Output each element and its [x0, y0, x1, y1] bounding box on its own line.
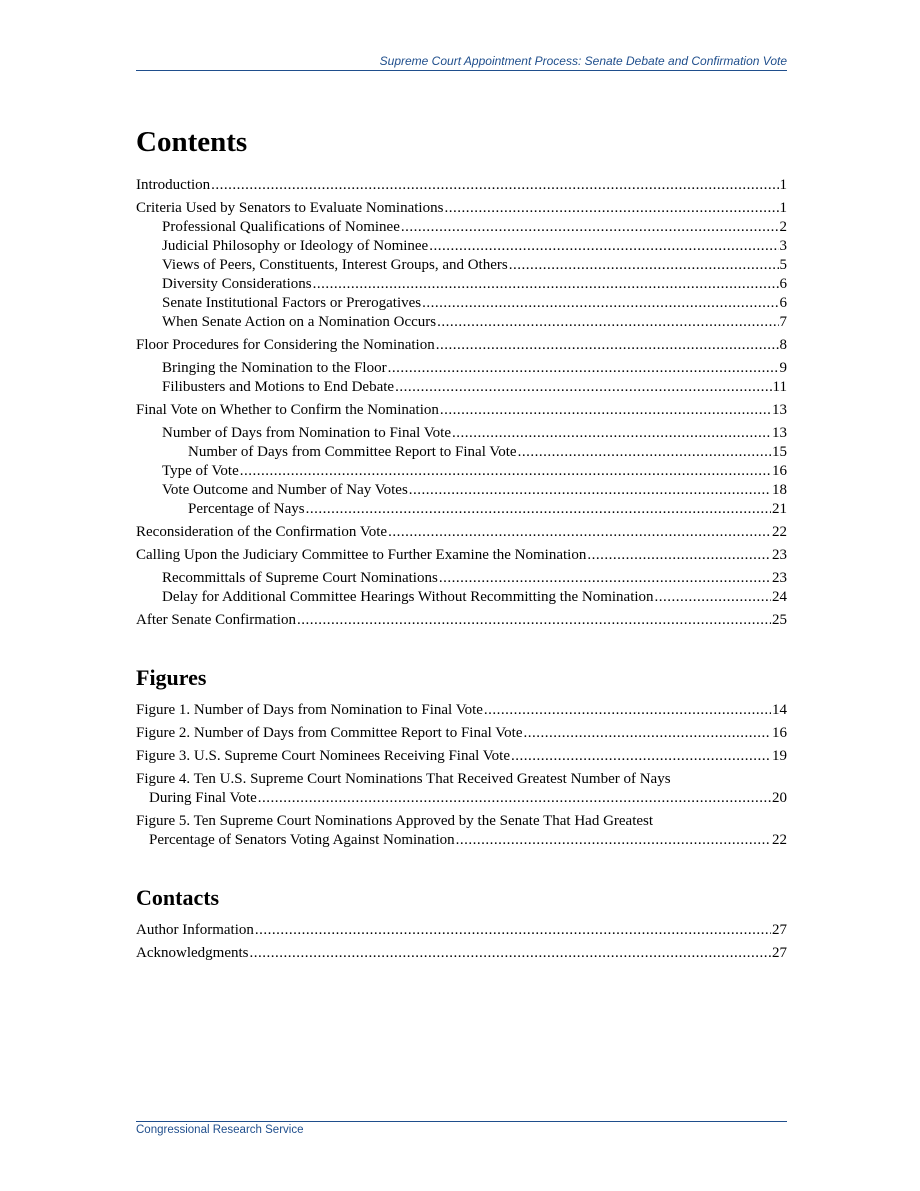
- contacts-section: [136, 884, 787, 963]
- toc-entry-philosophy[interactable]: Judicial Philosophy or Ideology of Nominee ..... 3: [136, 237, 787, 256]
- figure-entry-1[interactable]: Figure 1. Number of Days from Nomination to Final Vote ..... 14: [136, 701, 787, 720]
- footer-org: Congressional Research Service: [136, 1124, 304, 1136]
- contact-entry-acknowledgments[interactable]: Acknowledgments ..... 27: [136, 944, 787, 963]
- toc-entry-introduction[interactable]: Introduction ..... 1: [136, 176, 787, 195]
- contact-entry-author[interactable]: Author Information ..... 27: [136, 921, 787, 940]
- contents-heading: Contents: [136, 126, 248, 158]
- toc-entry-calling-upon[interactable]: Calling Upon the Judiciary Committee to Further Examine the Nomination ..... 23: [136, 546, 787, 565]
- toc-entry-timing[interactable]: When Senate Action on a Nomination Occurs ..... 7: [136, 313, 787, 332]
- toc-entry-reconsideration[interactable]: Reconsideration of the Confirmation Vote ..... 22: [136, 523, 787, 542]
- toc-entry-percentage-nays[interactable]: Percentage of Nays ..... 21: [136, 500, 787, 519]
- toc-entry-institutional[interactable]: Senate Institutional Factors or Prerogatives ..... 6: [136, 294, 787, 313]
- toc-entry-diversity[interactable]: Diversity Considerations ..... 6: [136, 275, 787, 294]
- contacts-list: [136, 921, 787, 963]
- page-footer: [136, 1121, 787, 1136]
- toc-entry-filibusters[interactable]: Filibusters and Motions to End Debate ..... 11: [136, 378, 787, 397]
- toc-entry-days-nomination[interactable]: Number of Days from Nomination to Final Vote ..... 13: [136, 424, 787, 443]
- figures-heading: Figures: [136, 665, 207, 690]
- figures-list: [136, 701, 787, 850]
- contacts-heading: Contacts: [136, 885, 220, 910]
- figure-entry-4[interactable]: Figure 4. Ten U.S. Supreme Court Nominations That Received Greatest Number of Nays During Final Vote ..... 20: [136, 770, 787, 808]
- figures-section: [136, 664, 787, 850]
- toc-entry-days-report[interactable]: Number of Days from Committee Report to Final Vote ..... 15: [136, 443, 787, 462]
- toc-entry-floor-procedures[interactable]: Floor Procedures for Considering the Nomination ..... 8: [136, 336, 787, 355]
- toc-entry-recommittals[interactable]: Recommittals of Supreme Court Nominations ..... 23: [136, 569, 787, 588]
- contents-list: [136, 176, 787, 630]
- running-header: [136, 54, 787, 71]
- toc-entry-vote-outcome[interactable]: Vote Outcome and Number of Nay Votes ..... 18: [136, 481, 787, 500]
- page-content: [136, 124, 787, 963]
- figure-entry-3[interactable]: Figure 3. U.S. Supreme Court Nominees Receiving Final Vote ..... 19: [136, 747, 787, 766]
- toc-entry-bringing[interactable]: Bringing the Nomination to the Floor ..... 9: [136, 359, 787, 378]
- toc-entry-delay-hearings[interactable]: Delay for Additional Committee Hearings Without Recommitting the Nomination ..... 24: [136, 588, 787, 607]
- figure-entry-2[interactable]: Figure 2. Number of Days from Committee Report to Final Vote ..... 16: [136, 724, 787, 743]
- running-title: Supreme Court Appointment Process: Senate Debate and Confirmation Vote: [379, 54, 787, 68]
- toc-entry-qualifications[interactable]: Professional Qualifications of Nominee ..... 2: [136, 218, 787, 237]
- toc-entry-final-vote[interactable]: Final Vote on Whether to Confirm the Nomination ..... 13: [136, 401, 787, 420]
- toc-entry-criteria[interactable]: Criteria Used by Senators to Evaluate Nominations ..... 1: [136, 199, 787, 218]
- toc-entry-after-confirmation[interactable]: After Senate Confirmation ..... 25: [136, 611, 787, 630]
- toc-entry-views[interactable]: Views of Peers, Constituents, Interest Groups, and Others ..... 5: [136, 256, 787, 275]
- contents-section: [136, 124, 787, 630]
- figure-entry-5[interactable]: Figure 5. Ten Supreme Court Nominations Approved by the Senate That Had Greatest Percentage of Senators Voting Against Nomination ..... 22: [136, 812, 787, 850]
- toc-entry-type-vote[interactable]: Type of Vote ..... 16: [136, 462, 787, 481]
